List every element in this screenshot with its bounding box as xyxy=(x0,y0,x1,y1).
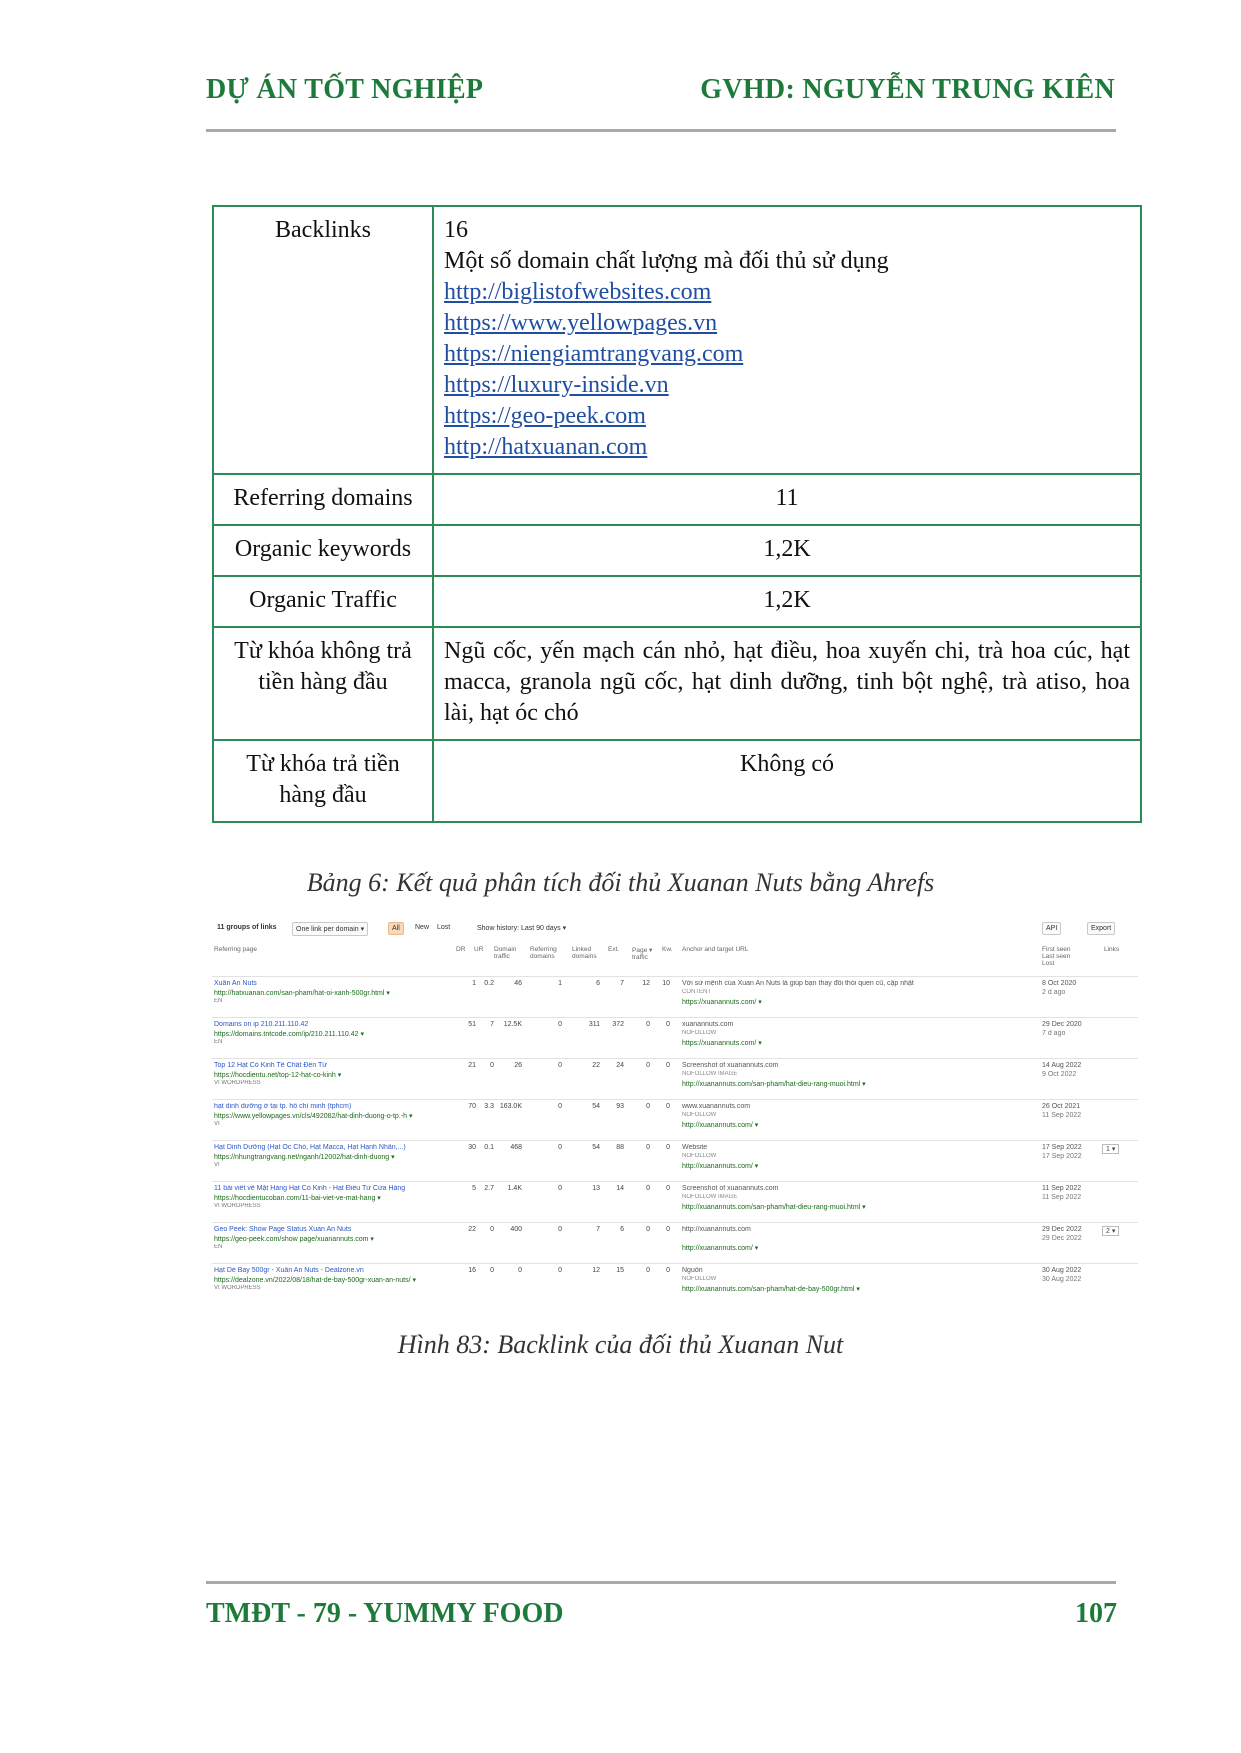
referring-page-title[interactable]: Xuân An Nuts xyxy=(214,980,257,987)
metric-rd: 0 xyxy=(558,1062,562,1069)
referring-page-url[interactable]: https://nhungtrangvang.net/nganh/12002/hat-dinh-duong ▾ xyxy=(214,1154,395,1161)
metric-dt: 400 xyxy=(510,1226,522,1233)
page-tags: VI WORDPRESS xyxy=(214,1285,261,1291)
col-linked-domains: Linked domains xyxy=(572,946,597,960)
last-seen-date: 9 Oct 2022 xyxy=(1042,1071,1077,1078)
metric-dt: 468 xyxy=(510,1144,522,1151)
table-row xyxy=(212,976,1138,1017)
metric-ext: 6 xyxy=(620,1226,624,1233)
history-dropdown[interactable]: Show history: Last 90 days ▾ xyxy=(477,925,567,932)
row-value: Ngũ cốc, yến mạch cán nhỏ, hạt điều, hoa xuyến chi, trà hoa cúc, hạt macca, granola ngũ cốc, hạt dinh dưỡng, tinh bột nghệ, trà atiso, hoa lài, hạt óc chó xyxy=(433,627,1141,740)
referring-page-url[interactable]: http://hatxuanan.com/san-pham/hat-oi-xanh-500gr.html ▾ xyxy=(214,990,390,997)
metric-dt: 0 xyxy=(518,1267,522,1274)
referring-page-url[interactable]: https://hocdientu.net/top-12-hat-co-kinh ▾ xyxy=(214,1072,342,1079)
first-seen-date: 17 Sep 2022 xyxy=(1042,1144,1082,1151)
metric-rd: 0 xyxy=(558,1267,562,1274)
metric-ld: 54 xyxy=(592,1103,600,1110)
col-ext: Ext. xyxy=(608,946,620,953)
col-ur: UR xyxy=(474,946,484,953)
metric-ur: 7 xyxy=(490,1021,494,1028)
metric-rd: 0 xyxy=(558,1144,562,1151)
metric-kw: 0 xyxy=(666,1185,670,1192)
table-row xyxy=(212,1222,1138,1263)
table-row xyxy=(213,525,1141,576)
backlink-link[interactable]: http://hatxuanan.com xyxy=(444,434,648,460)
metric-ext: 15 xyxy=(616,1267,624,1274)
table-row xyxy=(213,474,1141,525)
last-seen-date: 11 Sep 2022 xyxy=(1042,1194,1082,1201)
row-label: Từ khóa trả tiền hàng đầu xyxy=(213,740,433,822)
export-button[interactable]: Export xyxy=(1087,922,1115,935)
table-row xyxy=(213,206,1141,474)
metric-rd: 0 xyxy=(558,1185,562,1192)
referring-page-title[interactable]: Hạt Dẻ Bay 500gr - Xuân An Nuts - Dealzone.vn xyxy=(214,1267,364,1274)
metric-dr: 30 xyxy=(468,1144,476,1151)
metric-dr: 16 xyxy=(468,1267,476,1274)
footer-project: TMĐT - 79 - YUMMY FOOD xyxy=(206,1598,564,1629)
screenshot-column-headers xyxy=(212,946,1138,972)
backlink-link[interactable]: http://biglistofwebsites.com xyxy=(444,279,712,305)
metric-ld: 54 xyxy=(592,1144,600,1151)
metric-ext: 24 xyxy=(616,1062,624,1069)
referring-page-url[interactable]: https://www.yellowpages.vn/cls/492082/hat-dinh-duong-o-tp.-h ▾ xyxy=(214,1113,413,1120)
table-row xyxy=(212,1099,1138,1140)
first-seen-date: 11 Sep 2022 xyxy=(1042,1185,1082,1192)
anchor-text: http://xuanannuts.com xyxy=(682,1226,751,1233)
table-row xyxy=(213,576,1141,627)
anchor-text: Screenshot of xuanannuts.com xyxy=(682,1062,779,1069)
anchor-tags: NOFOLLOW xyxy=(682,1030,717,1036)
col-referring-page: Referring page xyxy=(214,946,257,953)
metric-pt: 0 xyxy=(646,1062,650,1069)
page-number: 107 xyxy=(1075,1598,1117,1629)
page-tags: VI WORDPRESS xyxy=(214,1203,261,1209)
table-row xyxy=(212,1058,1138,1099)
first-seen-date: 26 Oct 2021 xyxy=(1042,1103,1081,1110)
metric-kw: 0 xyxy=(666,1103,670,1110)
footer-divider xyxy=(206,1581,1116,1584)
last-seen-date: 30 Aug 2022 xyxy=(1042,1276,1082,1283)
referring-page-url[interactable]: https://dealzone.vn/2022/08/18/hat-de-bay-500gr-xuan-an-nuts/ ▾ xyxy=(214,1277,416,1284)
target-url[interactable]: http://xuanannuts.com/ ▾ xyxy=(682,1245,759,1252)
row-label: Từ khóa không trả tiền hàng đầu xyxy=(213,627,433,740)
anchor-text: Website xyxy=(682,1144,708,1151)
first-seen-date: 30 Aug 2022 xyxy=(1042,1267,1082,1274)
metric-dt: 26 xyxy=(514,1062,522,1069)
referring-page-title[interactable]: 11 bài viết về Mặt Hàng Hạt Có Kinh - Hạt Điều Từ Cửa Hàng xyxy=(214,1185,406,1192)
anchor-tags: NOFOLLOW IMAGE xyxy=(682,1071,738,1077)
screenshot-toolbar xyxy=(212,922,1138,936)
anchor-tags: NOFOLLOW xyxy=(682,1112,717,1118)
screenshot-rows xyxy=(212,976,1138,1304)
figure-caption: Hình 83: Backlink của đối thủ Xuanan Nut xyxy=(397,1330,844,1359)
table-row xyxy=(213,627,1141,740)
anchor-text: Nguồn xyxy=(682,1267,703,1274)
page-tags: VI xyxy=(214,1121,220,1127)
filter-all-button[interactable]: All xyxy=(388,922,404,935)
row-label: Organic keywords xyxy=(213,525,433,576)
metric-ur: 0 xyxy=(490,1062,494,1069)
page-tags: EN xyxy=(214,1039,223,1045)
metric-pt: 0 xyxy=(646,1267,650,1274)
first-seen-date: 29 Dec 2022 xyxy=(1042,1226,1082,1233)
backlink-link[interactable]: https://geo-peek.com xyxy=(444,403,646,429)
metric-dt: 12.5K xyxy=(503,1021,522,1028)
referring-page-title[interactable]: hạt dinh dưỡng ở tại tp. hồ chí minh (tphcm) xyxy=(214,1103,352,1110)
first-seen-date: 29 Dec 2020 xyxy=(1042,1021,1082,1028)
last-seen-date: 7 d ago xyxy=(1042,1030,1066,1037)
page-tags: VI WORDPRESS xyxy=(214,1080,261,1086)
col-dr: DR xyxy=(456,946,466,953)
table-row xyxy=(213,740,1141,822)
metric-pt: 0 xyxy=(646,1144,650,1151)
metric-ld: 22 xyxy=(592,1062,600,1069)
target-url[interactable]: http://xuanannuts.com/san-pham/hat-dieu-rang-muoi.html ▾ xyxy=(682,1081,866,1088)
anchor-text: www.xuanannuts.com xyxy=(682,1103,751,1110)
first-seen-date: 8 Oct 2020 xyxy=(1042,980,1077,987)
backlinks-note: Một số domain chất lượng mà đối thủ sử dụng xyxy=(444,248,889,274)
page-tags: EN xyxy=(214,998,223,1004)
metric-pt: 0 xyxy=(646,1226,650,1233)
target-url[interactable]: https://xuanannuts.com/ ▾ xyxy=(682,999,762,1006)
col-links: Links xyxy=(1104,946,1120,953)
metric-dr: 70 xyxy=(468,1103,476,1110)
metric-ld: 13 xyxy=(592,1185,600,1192)
row-value xyxy=(433,206,1141,474)
metric-ur: 2.7 xyxy=(484,1185,494,1192)
col-anchor: Anchor and target URL xyxy=(682,946,749,953)
table-caption: Bảng 6: Kết quả phân tích đối thủ Xuanan Nuts bằng Ahrefs xyxy=(306,868,935,897)
col-page-traffic[interactable]: Page ▾ traffic xyxy=(632,947,653,961)
filter-lost-button[interactable]: Lost xyxy=(437,924,451,931)
metric-ur: 0 xyxy=(490,1267,494,1274)
metric-ld: 12 xyxy=(592,1267,600,1274)
metric-ld: 6 xyxy=(596,980,600,987)
row-label: Backlinks xyxy=(213,206,433,474)
header-title: DỰ ÁN TỐT NGHIỆP xyxy=(206,74,484,105)
last-seen-date: 17 Sep 2022 xyxy=(1042,1153,1082,1160)
metric-ur: 0 xyxy=(490,1226,494,1233)
table-row xyxy=(212,1263,1138,1304)
row-value: 1,2K xyxy=(433,525,1141,576)
metric-kw: 0 xyxy=(666,1062,670,1069)
row-value: Không có xyxy=(433,740,1141,822)
target-url[interactable]: https://xuanannuts.com/ ▾ xyxy=(682,1040,762,1047)
metric-dr: 51 xyxy=(468,1021,476,1028)
backlink-link[interactable]: https://www.yellowpages.vn xyxy=(444,310,718,336)
competitor-analysis-table xyxy=(212,205,1142,823)
anchor-text: Screenshot of xuanannuts.com xyxy=(682,1185,779,1192)
metric-rd: 0 xyxy=(558,1103,562,1110)
anchor-tags: NOFOLLOW xyxy=(682,1153,717,1159)
col-kw: Kw. xyxy=(662,946,673,953)
col-domain-traffic: Domain traffic xyxy=(494,946,517,960)
target-url[interactable]: http://xuanannuts.com/san-pham/hat-dieu-rang-muoi.html ▾ xyxy=(682,1204,866,1211)
referring-page-title[interactable]: Hạt Dinh Dưỡng (Hạt Óc Chó, Hạt Macca, Hạt Hạnh Nhân,...) xyxy=(214,1144,406,1151)
metric-kw: 0 xyxy=(666,1021,670,1028)
first-seen-date: 14 Aug 2022 xyxy=(1042,1062,1082,1069)
col-referring-domains: Referring domains xyxy=(530,946,557,960)
backlink-link[interactable]: https://luxury-inside.vn xyxy=(444,372,669,398)
metric-rd: 1 xyxy=(558,980,562,987)
last-seen-date: 11 Sep 2022 xyxy=(1042,1112,1082,1119)
metric-pt: 0 xyxy=(646,1021,650,1028)
metric-dr: 22 xyxy=(468,1226,476,1233)
metric-ext: 88 xyxy=(616,1144,624,1151)
referring-page-url[interactable]: https://geo-peek.com/show page/xuanannuts.com ▾ xyxy=(214,1236,374,1243)
metric-dr: 21 xyxy=(468,1062,476,1069)
metric-kw: 10 xyxy=(662,980,670,987)
page-tags: VI xyxy=(214,1162,220,1168)
referring-page-url[interactable]: https://hocdientucoban.com/11-bai-viet-ve-mat-hang ▾ xyxy=(214,1195,381,1202)
metric-dr: 1 xyxy=(472,980,476,987)
anchor-tags: CONTENT xyxy=(682,989,711,995)
target-url[interactable]: http://xuanannuts.com/ ▾ xyxy=(682,1163,759,1170)
referring-page-title[interactable]: Geo Peek: Show Page Status Xuan An Nuts xyxy=(214,1226,352,1233)
metric-pt: 0 xyxy=(646,1185,650,1192)
metric-ext: 14 xyxy=(616,1185,624,1192)
metric-ld: 7 xyxy=(596,1226,600,1233)
groups-count: 11 groups of links xyxy=(217,924,277,931)
anchor-tags: NOFOLLOW xyxy=(682,1276,717,1282)
metric-dt: 46 xyxy=(514,980,522,987)
anchor-text: xuanannuts.com xyxy=(682,1021,734,1028)
table-row xyxy=(212,1140,1138,1181)
header-divider xyxy=(206,129,1116,132)
target-url[interactable]: http://xuanannuts.com/san-pham/hat-de-bay-500gr.html ▾ xyxy=(682,1286,860,1293)
referring-page-title[interactable]: Top 12 Hạt Có Kinh Tế Chất Đến Từ xyxy=(214,1062,327,1069)
metric-rd: 0 xyxy=(558,1021,562,1028)
filter-new-button[interactable]: New xyxy=(415,924,430,931)
table-row xyxy=(212,1181,1138,1222)
links-dropdown[interactable]: 1 ▾ xyxy=(1102,1144,1119,1154)
header-supervisor: GVHD: NGUYỄN TRUNG KIÊN xyxy=(700,74,1115,105)
metric-ext: 93 xyxy=(616,1103,624,1110)
anchor-text: Với sứ mệnh của Xuan An Nuts là giúp bạn thay đổi thói quen cũ, cập nhật xyxy=(682,980,914,987)
metric-dt: 1.4K xyxy=(507,1185,522,1192)
backlink-link[interactable]: https://niengiamtrangvang.com xyxy=(444,341,744,367)
row-label: Referring domains xyxy=(213,474,433,525)
metric-pt: 12 xyxy=(642,980,650,987)
ahrefs-backlinks-screenshot xyxy=(212,918,1138,1316)
metric-dr: 5 xyxy=(472,1185,476,1192)
row-label: Organic Traffic xyxy=(213,576,433,627)
metric-kw: 0 xyxy=(666,1267,670,1274)
metric-ld: 311 xyxy=(588,1021,600,1028)
col-first-seen: First seen Last seen Lost xyxy=(1042,946,1071,967)
page-tags: EN xyxy=(214,1244,223,1250)
backlinks-count: 16 xyxy=(444,217,468,243)
row-value: 11 xyxy=(433,474,1141,525)
metric-ext: 7 xyxy=(620,980,624,987)
metric-ur: 0.1 xyxy=(484,1144,494,1151)
row-value: 1,2K xyxy=(433,576,1141,627)
last-seen-date: 29 Dec 2022 xyxy=(1042,1235,1082,1242)
anchor-tags: NOFOLLOW IMAGE xyxy=(682,1194,738,1200)
metric-rd: 0 xyxy=(558,1226,562,1233)
metric-ur: 3.3 xyxy=(484,1103,494,1110)
referring-page-url[interactable]: https://domains.tntcode.com/ip/210.211.110.42 ▾ xyxy=(214,1031,364,1038)
metric-kw: 0 xyxy=(666,1226,670,1233)
links-dropdown[interactable]: 2 ▾ xyxy=(1102,1226,1119,1236)
last-seen-date: 2 d ago xyxy=(1042,989,1066,996)
per-domain-dropdown[interactable]: One link per domain ▾ xyxy=(292,922,368,936)
referring-page-title[interactable]: Domains on ip 210.211.110.42 xyxy=(214,1021,309,1028)
metric-ur: 0.2 xyxy=(484,980,494,987)
target-url[interactable]: http://xuanannuts.com/ ▾ xyxy=(682,1122,759,1129)
metric-kw: 0 xyxy=(666,1144,670,1151)
table-row xyxy=(212,1017,1138,1058)
api-button[interactable]: API xyxy=(1042,922,1061,935)
metric-dt: 163.0K xyxy=(499,1103,522,1110)
metric-ext: 372 xyxy=(612,1021,624,1028)
metric-pt: 0 xyxy=(646,1103,650,1110)
